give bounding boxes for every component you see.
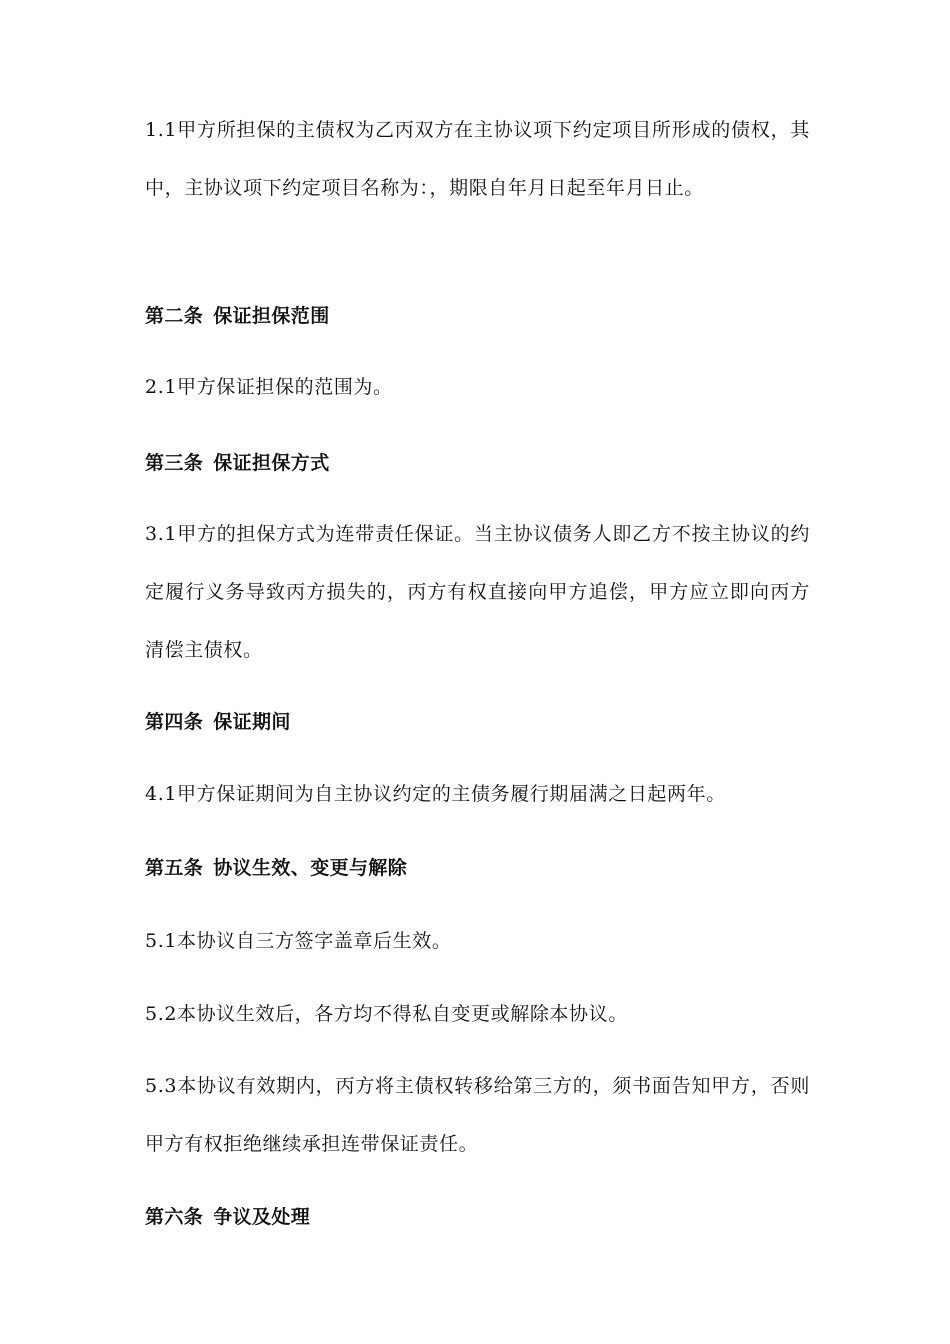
heading-clause-5-number: 第五条: [145, 857, 204, 879]
heading-clause-2-title: 保证担保范围: [213, 305, 330, 327]
paragraph-5-1: 5.1本协议自三方签字盖章后生效。: [145, 930, 452, 952]
heading-clause-6-number: 第六条: [145, 1206, 204, 1228]
heading-clause-6-title: 争议及处理: [213, 1206, 311, 1228]
paragraph-4-1: 4.1甲方保证期间为自主协议约定的主债务履行期届满之日起两年。: [145, 783, 726, 805]
paragraph-3-1: 3.1甲方的担保方式为连带责任保证。当主协议债务人即乙方不按主协议的约定履行义务导致丙方损失的，丙方有权直接向甲方追偿，甲方应立即向丙方清偿主债权。: [145, 523, 810, 661]
heading-clause-3-title: 保证担保方式: [213, 452, 330, 474]
heading-clause-2-number: 第二条: [145, 305, 204, 327]
paragraph-5-2: 5.2本协议生效后，各方均不得私自变更或解除本协议。: [145, 1003, 628, 1025]
heading-clause-6: [145, 1202, 810, 1232]
paragraph-2-1: 2.1甲方保证担保的范围为。: [145, 376, 393, 398]
paragraph-5-3: 5.3本协议有效期内，丙方将主债权转移给第三方的，须书面告知甲方，否则甲方有权拒绝继续承担连带保证责任。: [145, 1075, 810, 1155]
paragraph-1-1: 1.1甲方所担保的主债权为乙丙双方在主协议项下约定项目所形成的债权，其中，主协议项下约定项目名称为：，期限自年月日起至年月日止。: [145, 119, 810, 199]
heading-clause-5-title: 协议生效、变更与解除: [213, 857, 408, 879]
heading-clause-4: [145, 707, 810, 737]
heading-clause-4-title: 保证期间: [213, 711, 291, 733]
heading-clause-2: [145, 301, 810, 331]
heading-clause-3: [145, 448, 810, 478]
heading-clause-3-number: 第三条: [145, 452, 204, 474]
heading-clause-5: [145, 853, 810, 883]
heading-clause-4-number: 第四条: [145, 711, 204, 733]
